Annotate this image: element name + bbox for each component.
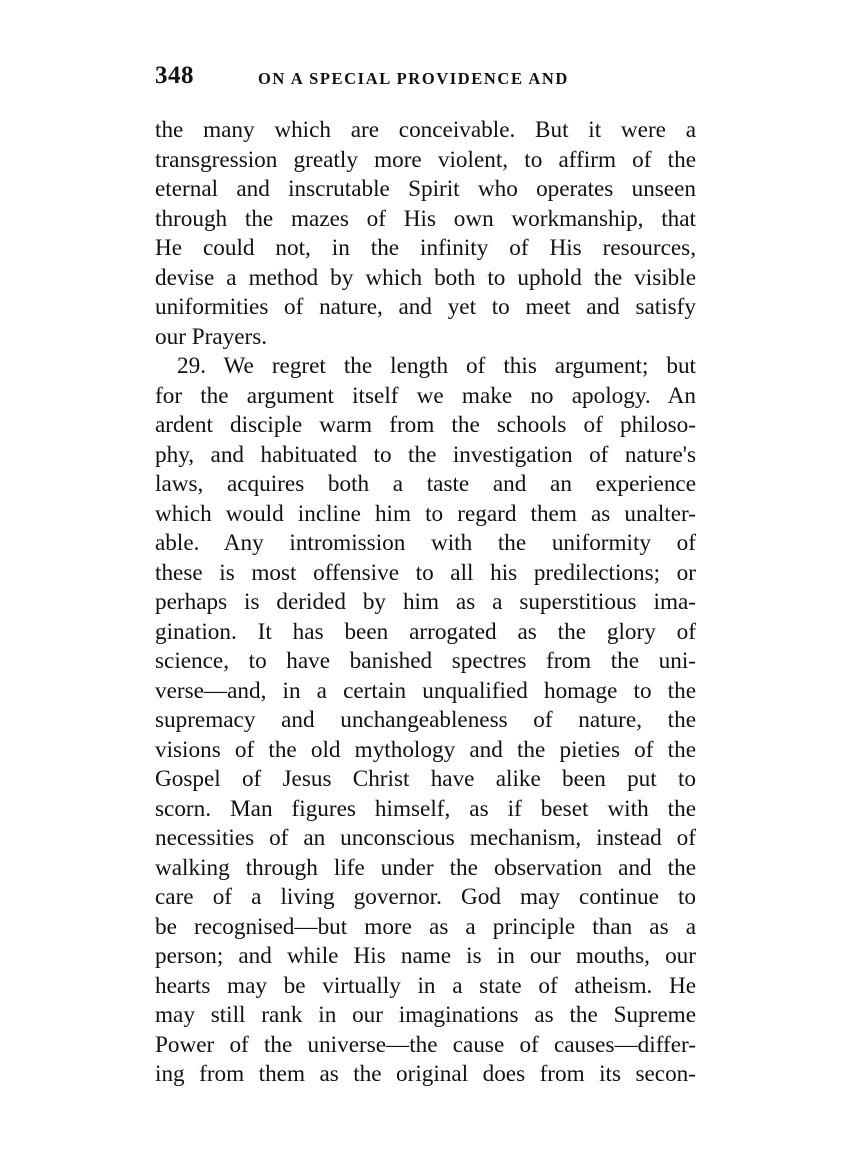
text-line: phy, and habituated to the investigation of nature's bbox=[155, 441, 696, 468]
paragraph-start-line: 29. We regret the length of this argument; but bbox=[177, 353, 696, 379]
text-line: which would incline him to regard them as unalter- bbox=[155, 500, 696, 527]
text-line: the many which are conceivable. But it were a bbox=[155, 117, 696, 143]
running-head bbox=[155, 62, 700, 96]
text-line: science, to have banished spectres from the uni- bbox=[155, 648, 696, 674]
text-line: gination. It has been arrogated as the glory of bbox=[155, 618, 696, 645]
text-line: supremacy and unchangeableness of nature, the bbox=[155, 707, 696, 733]
text-line: person; and while His name is in our mouths, our bbox=[155, 943, 696, 969]
running-title: ON A SPECIAL PROVIDENCE AND bbox=[258, 69, 569, 88]
text-line: through the mazes of His own workmanship, that bbox=[155, 205, 696, 232]
body-text bbox=[155, 116, 696, 1090]
text-line: may still rank in our imaginations as the Supreme bbox=[155, 1002, 696, 1028]
text-line: ardent disciple warm from the schools of philoso- bbox=[155, 412, 696, 438]
text-line: these is most offensive to all his predilections; or bbox=[155, 559, 696, 586]
text-line: our Prayers. bbox=[155, 323, 268, 350]
text-line: hearts may be virtually in a state of atheism. He bbox=[155, 972, 696, 999]
text-line: perhaps is derided by him as a superstitious ima- bbox=[155, 589, 696, 615]
text-line: be recognised—but more as a principle than as a bbox=[155, 913, 696, 940]
text-line: He could not, in the infinity of His resources, bbox=[155, 235, 696, 261]
text-line: necessities of an unconscious mechanism, instead of bbox=[155, 825, 696, 851]
text-line: Gospel of Jesus Christ have alike been put to bbox=[155, 766, 696, 792]
text-line: visions of the old mythology and the pieties of the bbox=[155, 736, 696, 763]
text-line: for the argument itself we make no apology. An bbox=[155, 382, 696, 409]
text-line: eternal and inscrutable Spirit who operates unseen bbox=[155, 176, 696, 202]
text-line: transgression greatly more violent, to affirm of the bbox=[155, 146, 696, 173]
page-number: 348 bbox=[155, 62, 194, 89]
text-line: scorn. Man figures himself, as if beset with the bbox=[155, 795, 696, 822]
text-line: laws, acquires both a taste and an experience bbox=[155, 471, 696, 497]
text-line: uniformities of nature, and yet to meet and satisfy bbox=[155, 294, 696, 320]
text-line: Power of the universe—the cause of causes—differ- bbox=[155, 1031, 696, 1058]
text-line: verse—and, in a certain unqualified homage to the bbox=[155, 677, 696, 704]
text-line: able. Any intromission with the uniformity of bbox=[155, 530, 696, 556]
text-line: walking through life under the observation and the bbox=[155, 854, 696, 881]
text-line: ing from them as the original does from its secon- bbox=[155, 1061, 696, 1087]
text-line: devise a method by which both to uphold the visible bbox=[155, 264, 696, 291]
text-line: care of a living governor. God may continue to bbox=[155, 884, 696, 910]
